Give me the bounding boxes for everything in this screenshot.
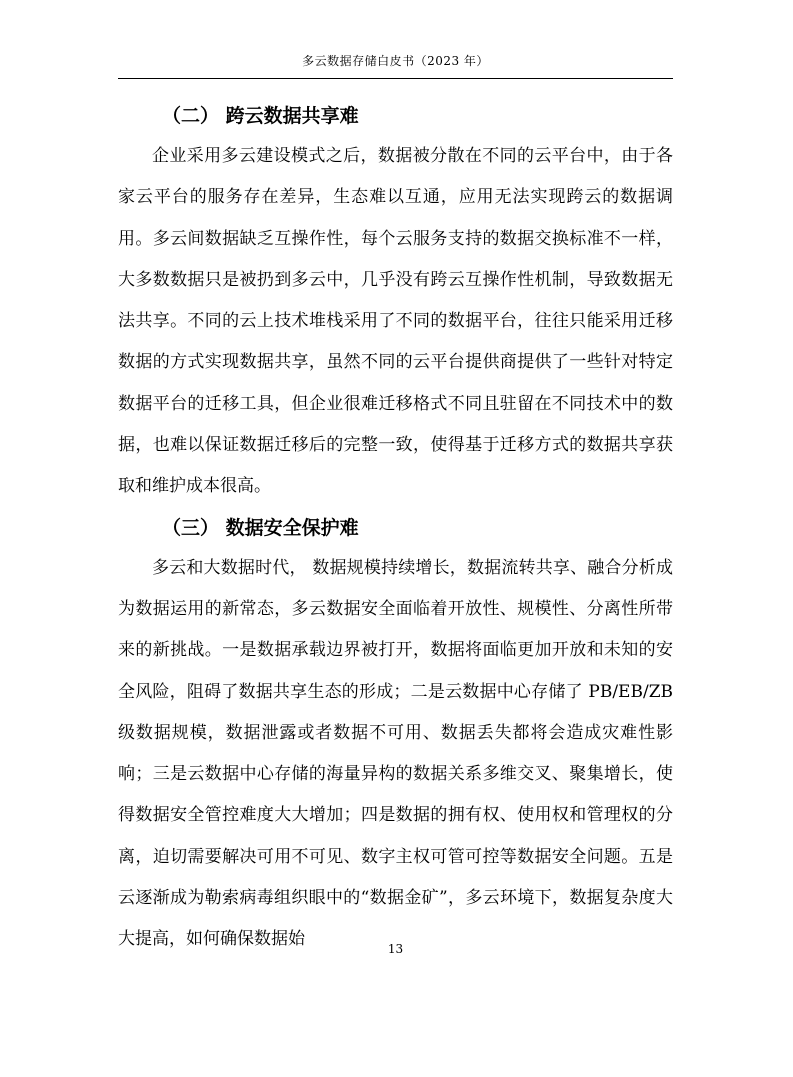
section-heading-data-security: （三） 数据安全保护难 [162, 516, 359, 539]
paragraph-data-security: 多云和大数据时代， 数据规模持续增长，数据流转共享、融合分析成为数据运用的新常态，多云数据安全面临着开放性、规模性、分离性所带来的新挑战。一是数据承载边界被打开，数据将面临更加开放和未知的安全风险，阻碍了数据共享生态的形成；二是云数据中心存储了 PB/EB/ZB 级数据规模，数据泄露或者数据不可用、数据丢失都将会造成灾难性影响；三是云数据中心存储的海量异构的数据关系多维交叉、聚集增长，使得数据安全管控难度大大增加；四是数据的拥有权、使用权和管理权的分离，迫切需要解决可用不可见、数字主权可管可控等数据安全问题。五是云逐渐成为勒索病毒组织眼中的“数据金矿”，多云环境下，数据复杂度大大提高，如何确保数据始 [118, 557, 673, 950]
section-heading-cross-cloud-sharing: （二） 跨云数据共享难 [162, 105, 359, 127]
page-number: 13 [387, 942, 404, 956]
header-rule [118, 78, 673, 79]
paragraph-cross-cloud-sharing: 企业采用多云建设模式之后，数据被分散在不同的云平台中，由于各家云平台的服务存在差异，生态难以互通，应用无法实现跨云的数据调用。多云间数据缺乏互操作性，每个云服务支持的数据交换标准不一样，大多数数据只是被扔到多云中，几乎没有跨云互操作性机制，导致数据无法共享。不同的云上技术堆栈采用了不同的数据平台，往往只能采用迁移数据的方式实现数据共享，虽然不同的云平台提供商提供了一些针对特定数据平台的迁移工具，但企业很难迁移格式不同且驻留在不同技术中的数据，也难以保证数据迁移后的完整一致，使得基于迁移方式的数据共享获取和维护成本很高。 [118, 146, 673, 497]
page-content [118, 96, 673, 961]
running-header: 多云数据存储白皮书（2023 年） [302, 54, 489, 68]
